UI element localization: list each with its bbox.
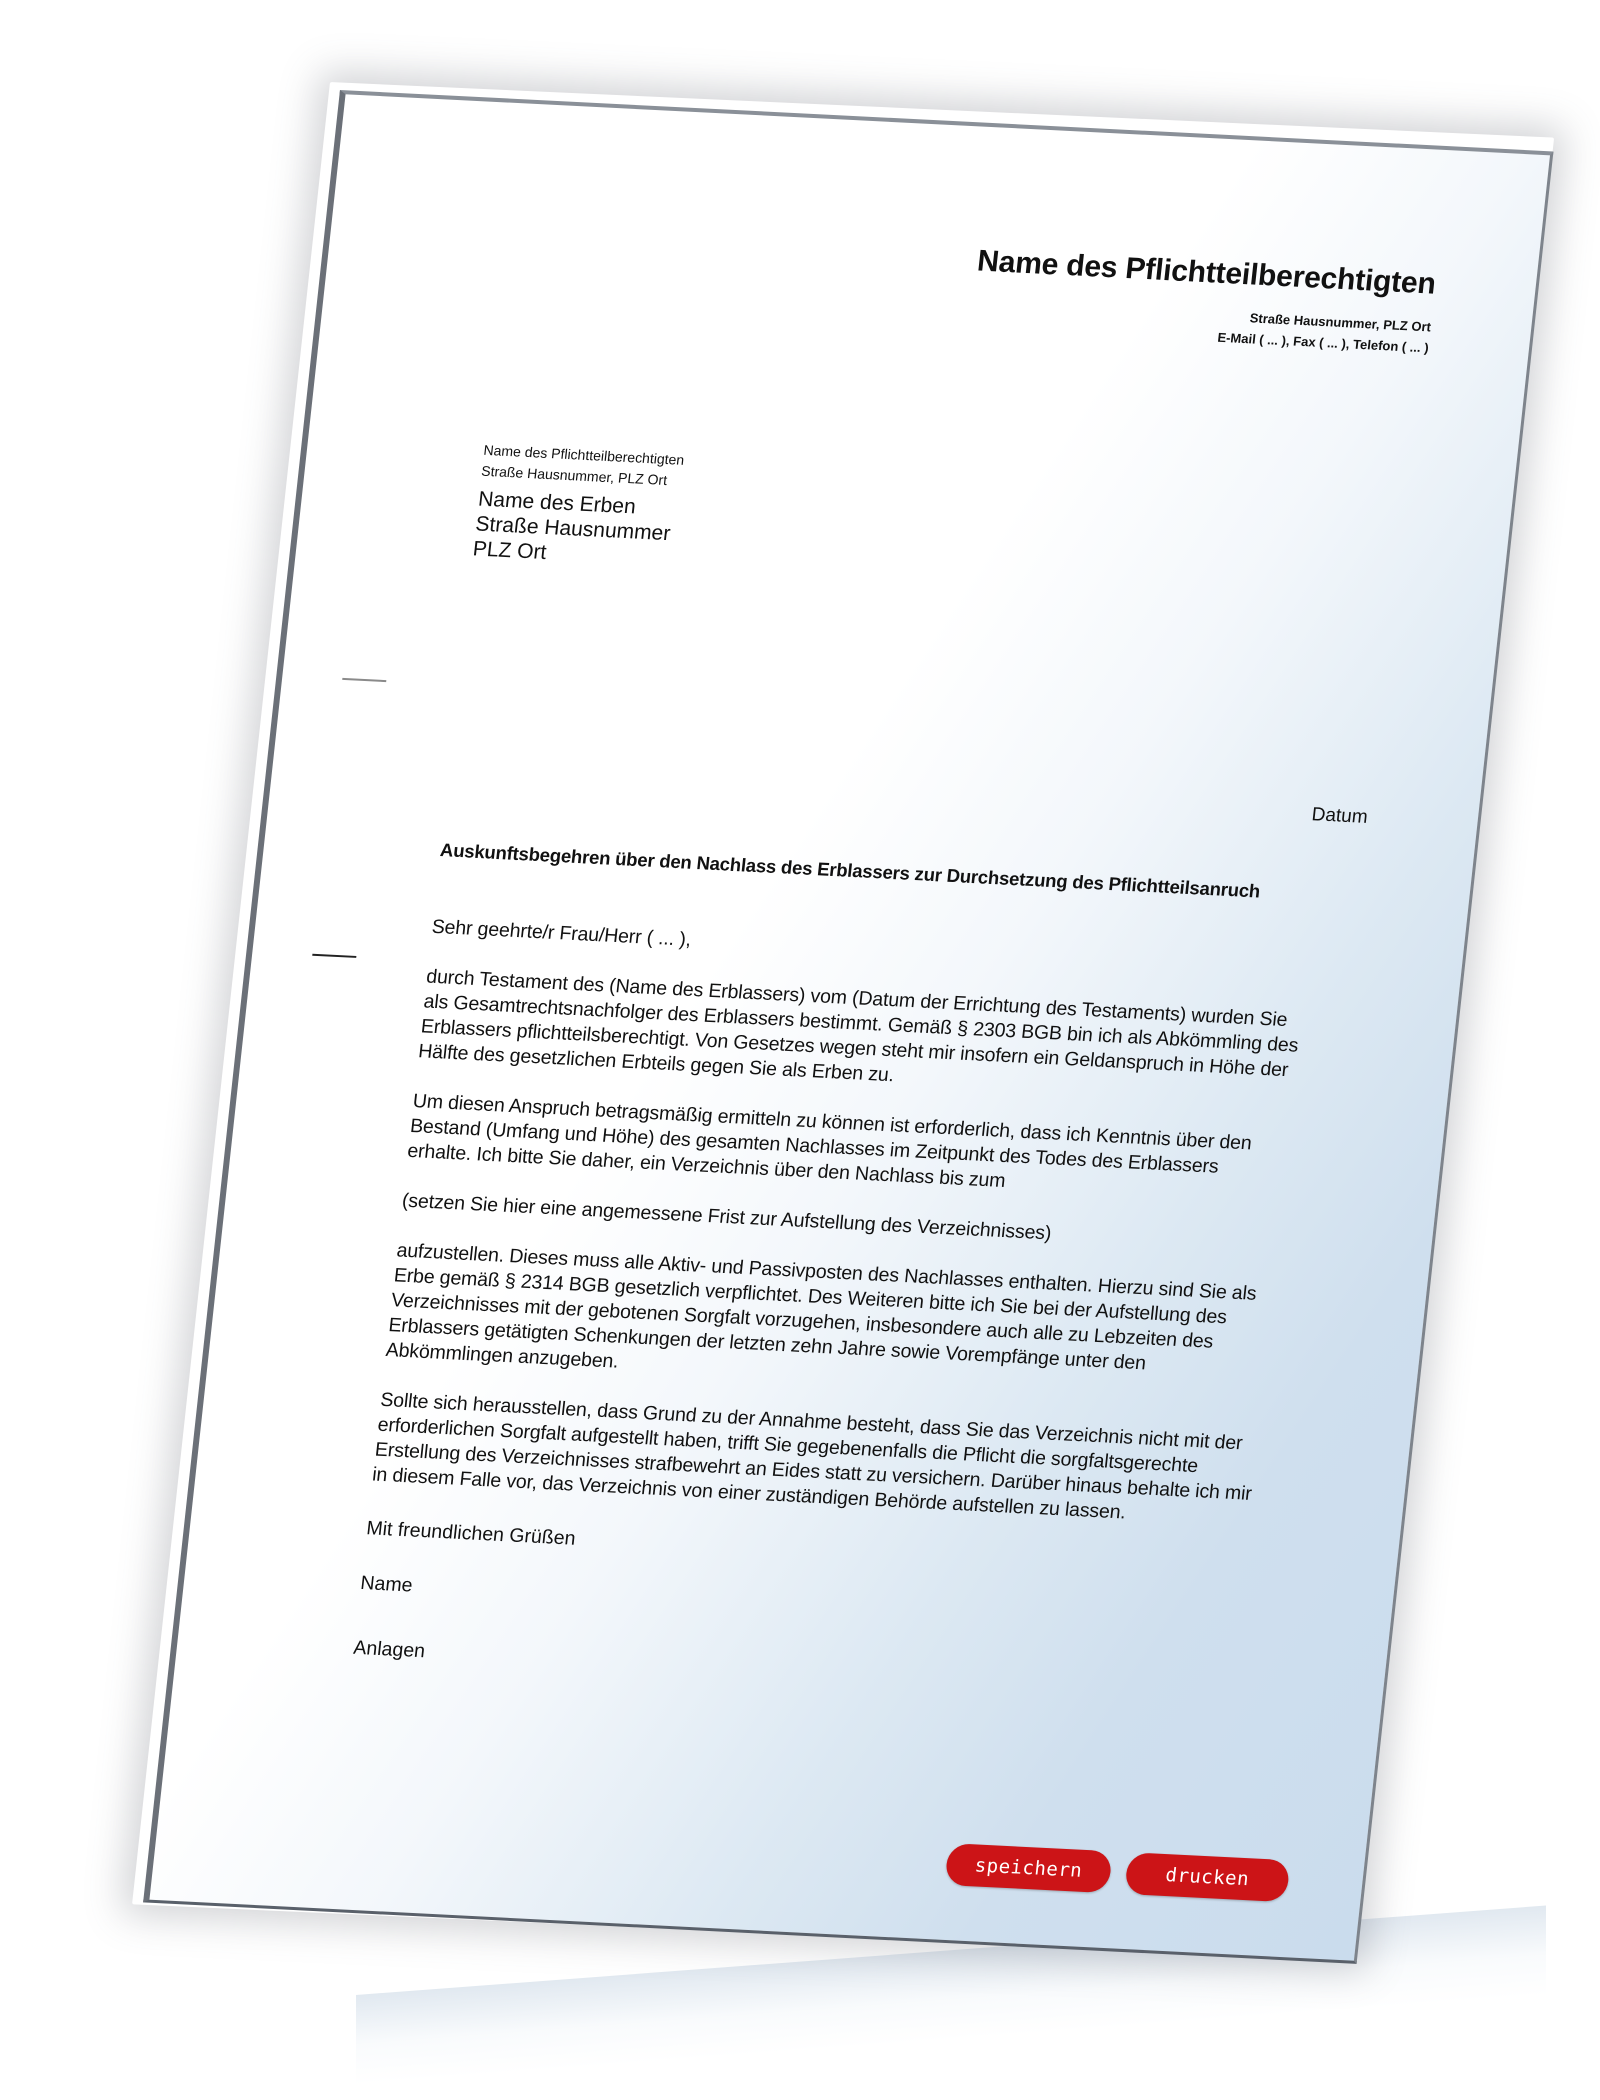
print-button[interactable]: drucken	[1124, 1852, 1290, 1902]
recipient-city: PLZ Ort	[471, 537, 548, 564]
letterhead-contact: E-Mail ( ... ), Fax ( ... ), Telefon ( ... )	[1216, 329, 1430, 356]
letter-subject: Auskunftsbegehren über den Nachlass des Erblassers zur Durchsetzung des Pflichtteilsanruch	[439, 839, 1262, 902]
attachments-label: Anlagen	[352, 1636, 427, 1663]
body-paragraph: aufzustellen. Dieses muss alle Aktiv- und Passivposten des Nachlasses enthalten. Hierzu sind Sie als Erbe gemäß § 2314 BGB gesetzlich verpflichtet. Des Weiteren bitte ich Sie bei der Aufstellung des Verzeichnisses mit der gebotenen Sorgfalt vorzugehen, insbesondere auch alle zu Lebzeiten des Erblassers getätigten Schenkungen der letzten zehn Jahre sowie Vorempfänge unter den Abkömmlingen anzugeben.	[384, 1239, 1258, 1375]
letter-content	[149, 94, 1550, 1960]
letter-date: Datum	[1310, 804, 1369, 828]
signature-name: Name	[359, 1571, 414, 1597]
return-address	[480, 440, 685, 492]
recipient-address	[472, 487, 675, 572]
recipient-name: Name des Erben	[477, 487, 637, 519]
recipient-street: Straße Hausnummer	[474, 512, 672, 546]
letter-body	[368, 915, 1372, 1560]
fold-mark-top	[342, 678, 386, 682]
save-button[interactable]: speichern	[944, 1843, 1112, 1893]
punch-mark-center	[312, 954, 356, 958]
letterhead-name: Name des Pflichtteilberechtigten	[975, 244, 1438, 301]
closing-phrase: Mit freundlichen Grüßen	[365, 1517, 577, 1550]
body-paragraph: durch Testament des (Name des Erblassers) vom (Datum der Errichtung des Testaments) wurden Sie als Gesamtrechtsnachfolger des Erblassers bestimmt. Gemäß § 2303 BGB bin ich als Abkömmling des Erblassers pflichtteilsberechtigt. Von Gesetzes wegen steht mir insofern ein Geldanspruch in Höhe der Hälfte des gesetzlichen Erbteils gegen Sie als Erben zu.	[417, 965, 1300, 1087]
body-paragraph: Sollte sich herausstellen, dass Grund zu der Annahme besteht, dass Sie das Verzeichnis nicht mit der erforderlichen Sorgfalt aufgestellt haben, trifft Sie gegebenenfalls die Pflicht die sorgfaltsgerechte Erstellung des Verzeichnisses strafbewehrt an Eides statt zu versichern. Darüber hinaus behalte ich mir in diesem Falle vor, das Verzeichnis von einer zuständigen Behörde aufstellen zu lassen.	[371, 1388, 1253, 1524]
salutation: Sehr geehrte/r Frau/Herr ( ... ),	[430, 915, 693, 951]
document-page	[143, 90, 1553, 1964]
body-paragraph: (setzen Sie hier eine angemessene Frist zur Aufstellung des Verzeichnisses)	[400, 1189, 1053, 1245]
body-paragraph: Um diesen Anspruch betragsmäßig ermitteln zu können ist erforderlich, dass ich Kenntnis über den Bestand (Umfang und Höhe) des gesamten Nachlasses im Zeitpunkt des Todes des Erblassers erhalte. Ich bitte Sie daher, ein Verzeichnis über den Nachlass bis zum	[406, 1090, 1253, 1193]
letterhead-address: Straße Hausnummer, PLZ Ort	[1249, 310, 1432, 335]
return-address-street: Straße Hausnummer, PLZ Ort	[480, 462, 668, 489]
return-address-name: Name des Pflichtteilberechtigten	[482, 441, 686, 468]
